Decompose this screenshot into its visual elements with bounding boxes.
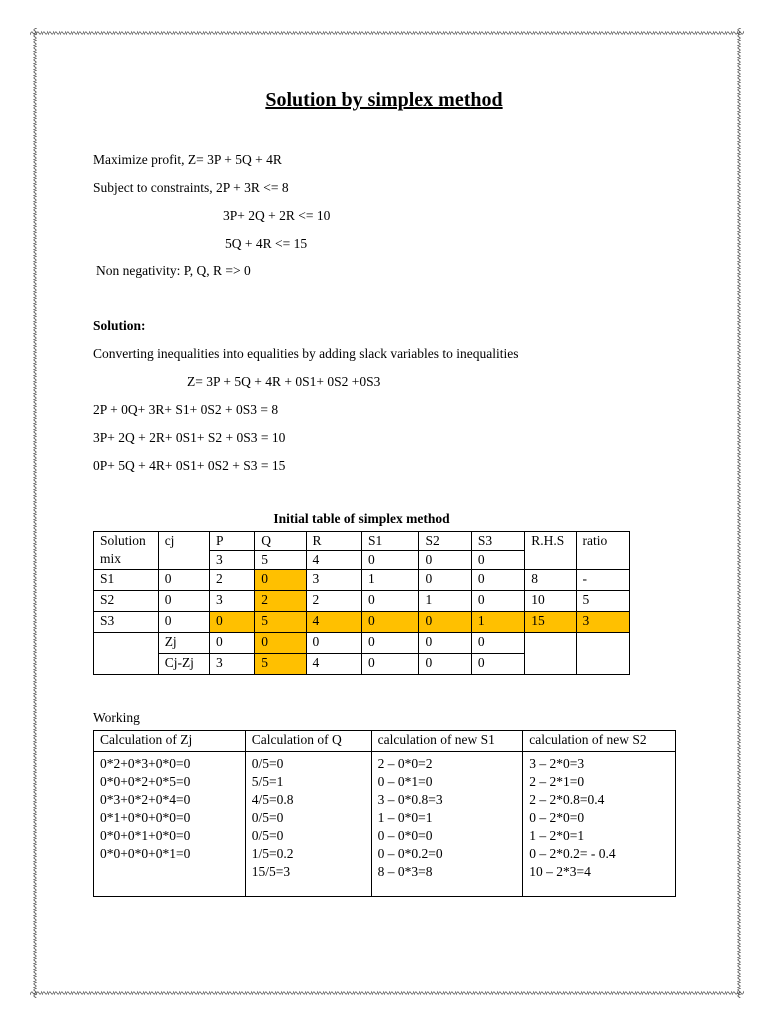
table-cell: 0 [158,591,209,612]
table-cell-pivot-column: 0 [255,633,306,654]
working-col-s2 [523,752,676,897]
header-r: R [306,532,361,551]
working-line: 0/5=0 [251,756,284,771]
table-cell: 0 [471,570,524,591]
equation-1: 2P + 0Q+ 3R+ S1+ 0S2 + 0S3 = 8 [93,402,279,417]
table-cell-pivot-column: 0 [255,570,306,591]
border-top [30,28,744,38]
solution-intro: Converting inequalities into equalities by adding slack variables to inequalities [93,346,519,361]
working-line: 0*1+0*0+0*0=0 [100,810,191,825]
table-cell: 0 [306,633,361,654]
cj-cell: 0 [419,551,471,570]
table-cell: 3 [306,570,361,591]
working-line: 0/5=0 [251,810,284,825]
table-cell: 0 [361,633,419,654]
pivot-element: 5 [255,612,306,633]
working-label: Working [93,710,140,725]
table-cell-empty [576,633,629,675]
table-row [94,591,630,612]
table-cell-pivot-row: 1 [471,612,524,633]
working-col-zj [94,752,246,897]
page-title: Solution by simplex method [265,89,503,111]
header-s2: S2 [419,532,471,551]
z-equation: Z= 3P + 5Q + 4R + 0S1+ 0S2 +0S3 [187,374,381,389]
table-cell: 3 [210,654,255,675]
table-row [94,532,630,551]
table-cell: 0 [158,612,209,633]
cj-cell: 0 [471,551,524,570]
table-cell-pivot-row: 0 [361,612,419,633]
cjzj-label: Cj-Zj [158,654,209,675]
table-cell-pivot-row: 3 [576,612,629,633]
border-left [30,28,40,998]
working-line: 1/5=0.2 [251,846,294,861]
header-ratio: ratio [576,532,629,570]
header-solution-mix: Solution mix [94,532,159,570]
working-table [93,730,676,897]
working-header-q: Calculation of Q [245,731,371,752]
table-cell: 0 [361,654,419,675]
working-line: 4/5=0.8 [251,792,294,807]
table-cell-pivot-row: 0 [210,612,255,633]
header-rhs: R.H.S [525,532,576,570]
constraint-3: 5Q + 4R <= 15 [225,236,308,251]
table-row [94,731,676,752]
header-s3: S3 [471,532,524,551]
table-cell-pivot-column: 2 [255,591,306,612]
table-cell: 0 [419,633,471,654]
working-line: 1 – 0*0=1 [377,810,433,825]
table-cell: 1 [361,570,419,591]
working-line: 0 – 0*1=0 [377,774,433,789]
table-cell: 2 [306,591,361,612]
table-cell: 10 [525,591,576,612]
nonnegativity-text: Non negativity: P, Q, R => 0 [96,263,251,278]
header-s1: S1 [361,532,419,551]
table-cell-pivot-row: 15 [525,612,576,633]
working-col-s1 [371,752,523,897]
simplex-table-caption: Initial table of simplex method [273,511,450,526]
solution-heading: Solution: [93,318,146,333]
table-cell: 0 [419,654,471,675]
table-cell: 0 [419,570,471,591]
working-line: 0 – 0*0.2=0 [377,846,443,861]
working-header-s2: calculation of new S2 [523,731,676,752]
table-cell: 0 [210,633,255,654]
equation-2: 3P+ 2Q + 2R+ 0S1+ S2 + 0S3 = 10 [93,430,286,445]
working-header-zj: Calculation of Zj [94,731,246,752]
working-line: 8 – 0*3=8 [377,864,433,879]
working-line: 0 – 2*0=0 [529,810,585,825]
working-line: 0*3+0*2+0*4=0 [100,792,191,807]
table-cell: 0 [471,633,524,654]
table-cell-pivot-row: 4 [306,612,361,633]
table-cell: 0 [361,591,419,612]
table-cell: 2 [210,570,255,591]
simplex-table [93,531,630,675]
working-line: 0*0+0*2+0*5=0 [100,774,191,789]
cj-cell: 3 [210,551,255,570]
constraint-1: Subject to constraints, 2P + 3R <= 8 [93,180,289,195]
working-line: 3 – 2*0=3 [529,756,585,771]
working-line: 15/5=3 [251,864,291,879]
header-q: Q [255,532,306,551]
working-line: 0*2+0*3+0*0=0 [100,756,191,771]
border-bottom [30,988,744,998]
table-cell-empty [525,633,576,675]
working-line: 1 – 2*0=1 [529,828,585,843]
constraint-2: 3P+ 2Q + 2R <= 10 [223,208,331,223]
table-cell-pivot-column: 5 [255,654,306,675]
working-line: 2 – 0*0=2 [377,756,433,771]
cj-cell: 0 [361,551,419,570]
border-right [734,28,744,998]
table-row [94,752,676,897]
table-cell: 4 [306,654,361,675]
table-cell: S3 [94,612,159,633]
working-line: 10 – 2*3=4 [529,864,591,879]
working-line: 0 – 2*0.2= - 0.4 [529,846,616,861]
table-cell: S1 [94,570,159,591]
objective-text: Maximize profit, Z= 3P + 5Q + 4R [93,152,282,167]
table-cell-empty [94,633,159,675]
equation-3: 0P+ 5Q + 4R+ 0S1+ 0S2 + S3 = 15 [93,458,286,473]
working-col-q [245,752,371,897]
table-cell: 0 [158,570,209,591]
table-cell: 3 [210,591,255,612]
working-line: 0/5=0 [251,828,284,843]
working-line: 0*0+0*1+0*0=0 [100,828,191,843]
table-cell-pivot-row: 0 [419,612,471,633]
table-cell: 5 [576,591,629,612]
cj-cell: 5 [255,551,306,570]
table-cell: 8 [525,570,576,591]
header-cj: cj [158,532,209,570]
working-line: 2 – 2*1=0 [529,774,585,789]
working-line: 0 – 0*0=0 [377,828,433,843]
table-cell: 0 [471,654,524,675]
zj-label: Zj [158,633,209,654]
working-line: 0*0+0*0+0*1=0 [100,846,191,861]
working-line: 5/5=1 [251,774,284,789]
table-row [94,570,630,591]
table-cell: 0 [471,591,524,612]
cj-cell: 4 [306,551,361,570]
table-cell: - [576,570,629,591]
table-cell: S2 [94,591,159,612]
working-header-s1: calculation of new S1 [371,731,523,752]
table-row-pivot [94,612,630,633]
working-line: 3 – 0*0.8=3 [377,792,443,807]
working-line: 2 – 2*0.8=0.4 [529,792,605,807]
header-p: P [210,532,255,551]
table-row [94,633,630,654]
table-cell: 1 [419,591,471,612]
